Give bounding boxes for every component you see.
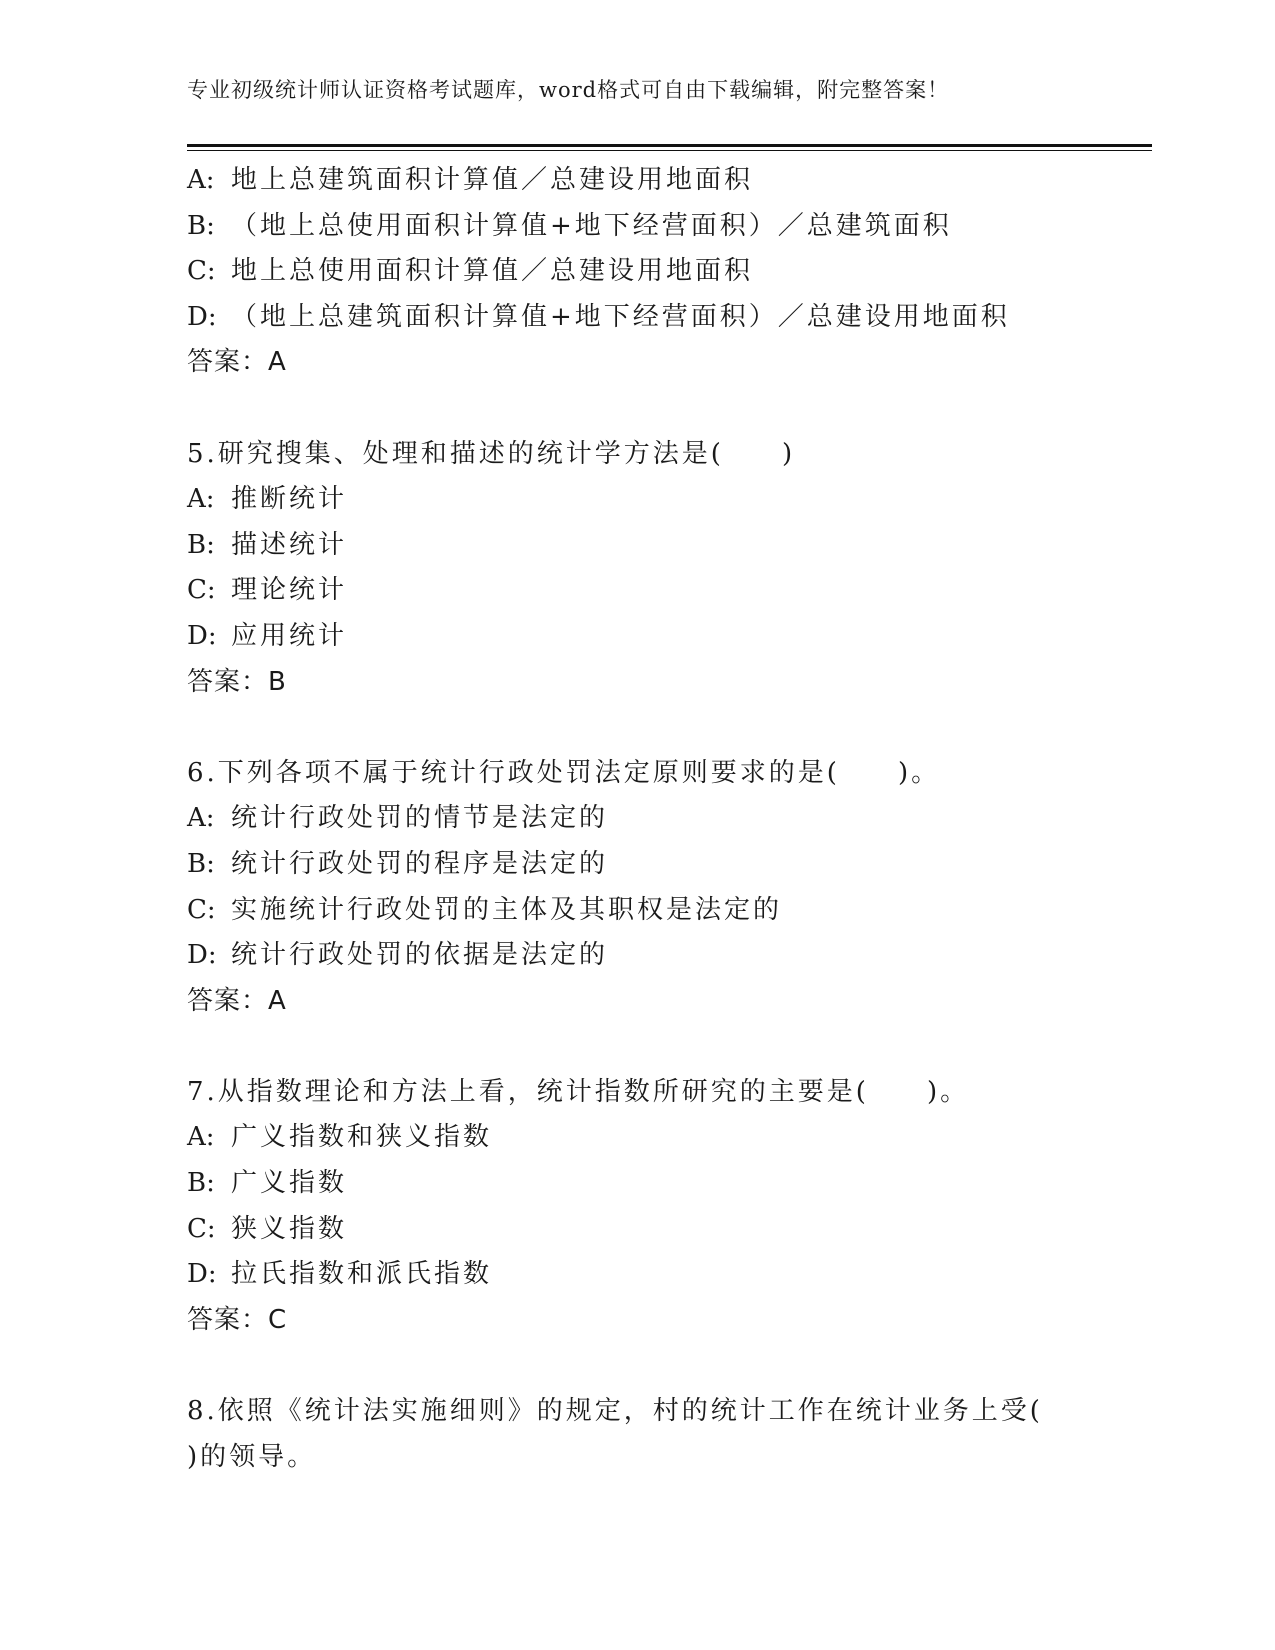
option-label: B: — [187, 1168, 215, 1199]
answer: 答案：B — [187, 666, 287, 697]
option-text: 统计行政处罚的程序是法定的 — [231, 848, 609, 879]
option-d — [187, 1252, 1087, 1298]
option-label: A: — [187, 1122, 215, 1153]
option-label: C: — [187, 894, 216, 925]
question-text: 7.从指数理论和方法上看，统计指数所研究的主要是( )。 — [187, 1076, 970, 1107]
question-text: 5.研究搜集、处理和描述的统计学方法是( ) — [187, 438, 796, 469]
option-text: 狭义指数 — [231, 1213, 348, 1244]
option-b — [187, 842, 1087, 888]
option-label: C: — [187, 575, 216, 606]
option-label: D: — [187, 940, 217, 971]
option-b — [187, 204, 1087, 250]
option-label: D: — [187, 301, 217, 332]
option-d — [187, 295, 1087, 341]
option-text: 统计行政处罚的依据是法定的 — [231, 940, 609, 971]
option-b — [187, 1161, 1087, 1207]
option-text: 广义指数和狭义指数 — [231, 1122, 493, 1153]
option-a — [187, 1115, 1087, 1161]
option-b — [187, 523, 1087, 569]
option-text: 地上总建筑面积计算值／总建设用地面积 — [231, 165, 754, 195]
option-text: （地上总建筑面积计算值+地下经营面积）／总建设用地面积 — [231, 301, 1010, 332]
option-c — [187, 568, 1087, 614]
option-text: 理论统计 — [231, 575, 348, 606]
option-label: B: — [187, 848, 215, 879]
header-rule — [187, 144, 1152, 147]
answer: 答案：A — [187, 347, 287, 378]
question-text: 8.依照《统计法实施细则》的规定，村的统计工作在统计业务上受( — [187, 1396, 1043, 1427]
option-a — [187, 796, 1087, 842]
option-label: C: — [187, 256, 216, 287]
option-d — [187, 933, 1087, 979]
question-text-continued: )的领导。 — [187, 1441, 317, 1472]
option-label: A: — [187, 484, 215, 515]
header-rule-thin — [187, 150, 1152, 151]
option-c — [187, 888, 1087, 934]
option-text: 描述统计 — [231, 529, 348, 560]
option-text: （地上总使用面积计算值+地下经营面积）／总建筑面积 — [231, 210, 952, 241]
option-text: 统计行政处罚的情节是法定的 — [231, 803, 609, 834]
option-label: A: — [187, 803, 215, 834]
option-label: D: — [187, 1259, 217, 1290]
option-label: B: — [187, 210, 215, 241]
option-label: B: — [187, 529, 215, 560]
answer: 答案：C — [187, 1304, 288, 1335]
option-text: 地上总使用面积计算值／总建设用地面积 — [231, 256, 754, 287]
option-label: A: — [187, 165, 215, 195]
option-a — [187, 158, 1087, 204]
option-d — [187, 614, 1087, 660]
option-label: D: — [187, 620, 217, 651]
answer: 答案：A — [187, 985, 287, 1016]
option-label: C: — [187, 1213, 216, 1244]
option-c — [187, 1207, 1087, 1253]
option-text: 推断统计 — [231, 484, 348, 515]
page-header: 专业初级统计师认证资格考试题库，word格式可自由下载编辑，附完整答案！ — [187, 78, 950, 102]
question-text: 6.下列各项不属于统计行政处罚法定原则要求的是( )。 — [187, 757, 941, 788]
option-text: 拉氏指数和派氏指数 — [231, 1259, 493, 1290]
question-list — [187, 158, 1087, 1480]
option-a — [187, 477, 1087, 523]
option-text: 实施统计行政处罚的主体及其职权是法定的 — [231, 894, 783, 925]
option-text: 应用统计 — [231, 620, 348, 651]
option-text: 广义指数 — [231, 1168, 348, 1199]
option-c — [187, 249, 1087, 295]
